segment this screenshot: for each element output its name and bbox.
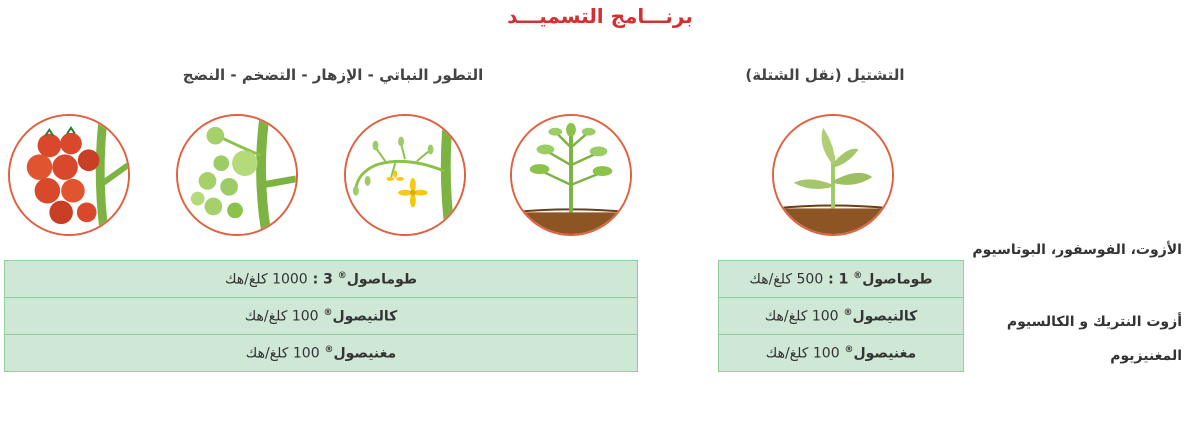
registered-mark: ® <box>843 307 853 318</box>
flowering-branch-icon <box>344 114 466 236</box>
row-label-nitrate-calcium: أزوت النتريك و الكالسيوم <box>1006 314 1182 330</box>
table-row <box>719 298 964 335</box>
product-name: طوماصول <box>346 271 418 288</box>
product-name: كالنيصول <box>852 308 918 325</box>
transplant-stage-table <box>718 260 964 372</box>
page-title: برنـــامج التسميـــد <box>507 4 693 28</box>
growth-stage-heading: التطور النباتي - الإزهار - التضخم - النضج <box>182 66 484 84</box>
ripe-tomato-cluster-icon <box>8 114 130 236</box>
row-label-magnesium: المغنيزيوم <box>1110 348 1182 364</box>
registered-mark: ® <box>324 344 334 355</box>
product-name: طوماصول <box>862 271 933 288</box>
table-cell <box>719 261 964 298</box>
growth-stage-table <box>4 260 638 372</box>
application-rate: 500 كلغ/هك <box>749 271 824 288</box>
table-row <box>719 261 964 298</box>
application-rate: 100 كلغ/هك <box>244 308 319 325</box>
table-cell <box>5 261 638 298</box>
formula-separator: : <box>312 271 319 288</box>
table-row <box>5 261 638 298</box>
product-name: كالنيصول <box>332 308 398 325</box>
registered-mark: ® <box>323 307 333 318</box>
table-row <box>5 335 638 372</box>
transplant-stage-heading: التشتيل (نقل الشتلة) <box>745 66 905 84</box>
registered-mark: ® <box>844 344 854 355</box>
table-cell <box>5 335 638 372</box>
application-rate: 100 كلغ/هك <box>245 345 320 362</box>
application-rate: 100 كلغ/هك <box>764 308 839 325</box>
table-cell <box>719 298 964 335</box>
table-cell <box>5 298 638 335</box>
product-name: مغنيصول <box>853 345 917 362</box>
seedling-icon <box>772 114 894 236</box>
table-row <box>719 335 964 372</box>
product-name: مغنيصول <box>333 345 397 362</box>
application-rate: 1000 كلغ/هك <box>224 271 308 288</box>
product-formula: 3 <box>323 271 333 288</box>
table-cell <box>719 335 964 372</box>
application-rate: 100 كلغ/هك <box>765 345 840 362</box>
row-label-npk: الأزوت، الفوسفور، البوتاسيوم <box>972 242 1182 258</box>
product-formula: 1 <box>838 271 849 288</box>
young-tomato-plant-icon <box>510 114 632 236</box>
green-tomato-cluster-icon <box>176 114 298 236</box>
table-row <box>5 298 638 335</box>
registered-mark: ® <box>337 270 347 281</box>
registered-mark: ® <box>853 270 863 281</box>
formula-separator: : <box>828 271 834 288</box>
